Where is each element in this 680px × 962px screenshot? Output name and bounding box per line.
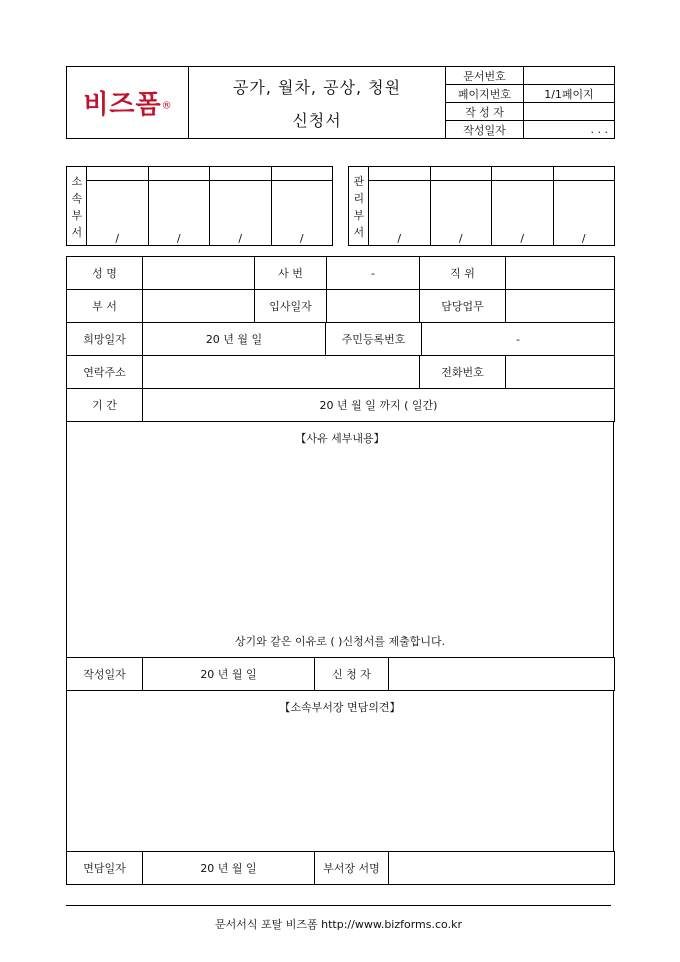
doc-number-value[interactable] — [524, 67, 615, 85]
approval-sign-cell[interactable] — [492, 181, 554, 232]
applicant-info-table — [66, 256, 615, 323]
write-date-table — [66, 657, 615, 691]
opinion-caption: 【소속부서장 면담의견】 — [279, 701, 401, 714]
logo-text: 비즈폼 — [83, 90, 162, 120]
duty-field[interactable] — [506, 290, 615, 323]
interview-date-field[interactable]: 20 년 월 일 — [143, 852, 315, 885]
application-form — [66, 256, 614, 885]
author-label: 작 성 자 — [446, 103, 524, 121]
page-number-value: 1/1페이지 — [524, 85, 615, 103]
write-date-field[interactable]: 20 년 월 일 — [143, 658, 315, 691]
reason-caption: 【사유 세부내용】 — [295, 432, 385, 445]
interview-date-label: 면담일자 — [67, 852, 143, 885]
approval-sign-cell[interactable] — [430, 181, 492, 232]
approval-side-label-owning — [67, 167, 87, 246]
title-line-1: 공가, 월차, 공상, 청원 — [232, 77, 402, 97]
page-number-label: 페이지번호 — [446, 85, 524, 103]
address-label: 연락주소 — [67, 356, 143, 389]
approval-box-managing-dept — [348, 166, 615, 246]
applicant-field[interactable] — [389, 658, 615, 691]
approval-sign-cell[interactable] — [210, 181, 272, 232]
wish-date-table — [66, 322, 615, 356]
approval-date-cell[interactable]: / — [87, 231, 149, 245]
approval-date-cell[interactable]: / — [369, 231, 431, 245]
address-field[interactable] — [143, 356, 420, 389]
employee-number-field[interactable]: - — [327, 257, 420, 290]
phone-field[interactable] — [506, 356, 615, 389]
employee-number-label: 사 번 — [255, 257, 327, 290]
approval-title-cell[interactable] — [210, 167, 272, 181]
wish-date-field[interactable]: 20 년 월 일 — [143, 323, 326, 356]
wish-date-label: 희망일자 — [67, 323, 143, 356]
department-label: 부 서 — [67, 290, 143, 323]
approval-title-cell[interactable] — [369, 167, 431, 181]
interview-date-table — [66, 851, 615, 885]
join-date-field[interactable] — [327, 290, 420, 323]
period-field[interactable]: 20 년 월 일 까지 ( 일간) — [143, 389, 615, 422]
approval-side-text: 소속부서 — [71, 175, 83, 239]
reason-footer-statement: 상기와 같은 이유로 ( )신청서를 제출합니다. — [234, 635, 446, 648]
name-label: 성 명 — [67, 257, 143, 290]
department-field[interactable] — [143, 290, 255, 323]
approval-side-label-managing — [349, 167, 369, 246]
approval-title-cell[interactable] — [492, 167, 554, 181]
approval-sign-cell[interactable] — [369, 181, 431, 232]
period-label: 기 간 — [67, 389, 143, 422]
position-label: 직 위 — [420, 257, 506, 290]
approval-title-cell[interactable] — [148, 167, 210, 181]
document-title — [189, 67, 446, 139]
position-field[interactable] — [506, 257, 615, 290]
phone-label: 전화번호 — [420, 356, 506, 389]
approval-title-cell[interactable] — [430, 167, 492, 181]
reason-detail-box[interactable] — [66, 421, 614, 658]
resident-number-field[interactable]: - — [422, 323, 615, 356]
footer-divider — [66, 905, 611, 906]
approval-sign-cell[interactable] — [553, 181, 615, 232]
name-field[interactable] — [143, 257, 255, 290]
approval-title-cell[interactable] — [553, 167, 615, 181]
approval-sign-cell[interactable] — [148, 181, 210, 232]
created-date-label: 작성일자 — [446, 121, 524, 139]
approval-date-cell[interactable]: / — [430, 231, 492, 245]
approval-date-cell[interactable]: / — [210, 231, 272, 245]
address-table — [66, 355, 615, 389]
approval-title-cell[interactable] — [87, 167, 149, 181]
doc-number-label: 문서번호 — [446, 67, 524, 85]
footer-text: 문서서식 포탈 비즈폼 http://www.bizforms.co.kr — [215, 918, 462, 931]
approval-sign-cell[interactable] — [271, 181, 333, 232]
created-date-value[interactable]: . . . — [524, 121, 615, 139]
approval-date-cell[interactable]: / — [492, 231, 554, 245]
approval-title-cell[interactable] — [271, 167, 333, 181]
period-table — [66, 388, 615, 422]
document-header — [66, 66, 615, 139]
approval-date-cell[interactable]: / — [148, 231, 210, 245]
manager-sign-label: 부서장 서명 — [315, 852, 389, 885]
duty-label: 담당업무 — [420, 290, 506, 323]
title-line-2: 신청서 — [292, 110, 342, 130]
manager-opinion-box[interactable] — [66, 690, 614, 852]
applicant-label: 신 청 자 — [315, 658, 389, 691]
approval-date-cell[interactable]: / — [271, 231, 333, 245]
manager-sign-field[interactable] — [389, 852, 615, 885]
logo — [67, 67, 189, 139]
write-date-label: 작성일자 — [67, 658, 143, 691]
approval-box-owning-dept — [66, 166, 333, 246]
join-date-label: 입사일자 — [255, 290, 327, 323]
author-value[interactable] — [524, 103, 615, 121]
approval-side-text: 관리부서 — [353, 175, 365, 239]
approval-date-cell[interactable]: / — [553, 231, 615, 245]
resident-number-label: 주민등록번호 — [326, 323, 422, 356]
approval-sign-cell[interactable] — [87, 181, 149, 232]
registered-mark: ® — [161, 100, 172, 112]
